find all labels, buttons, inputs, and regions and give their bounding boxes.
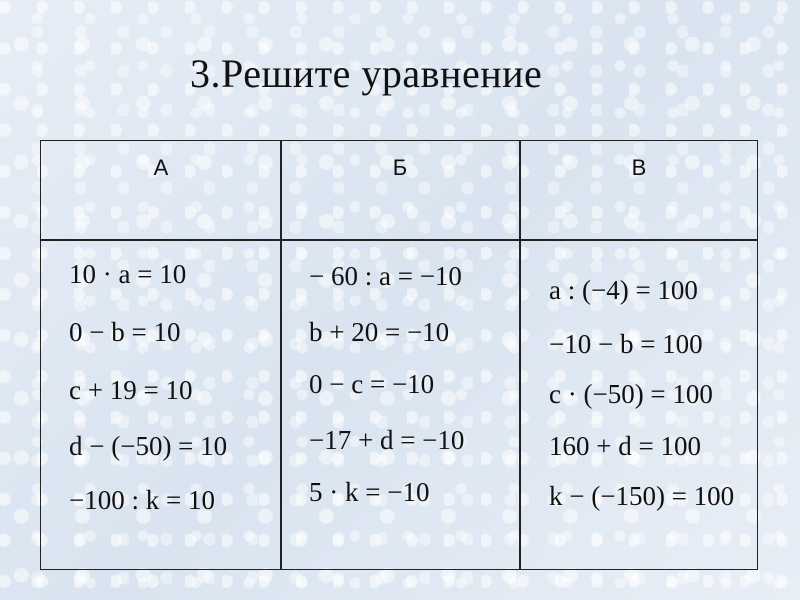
equation-b-4: −17 + d = −10 bbox=[309, 425, 465, 455]
equation-b-2: b + 20 = −10 bbox=[309, 317, 450, 347]
column-header-v: В bbox=[631, 155, 647, 180]
equation-b-1: − 60 : a = −10 bbox=[309, 261, 462, 291]
equation-b-3: 0 − c = −10 bbox=[309, 369, 435, 399]
equation-a-5: −100 : k = 10 bbox=[69, 485, 215, 515]
equation-a-2: 0 − b = 10 bbox=[69, 317, 181, 347]
equation-a-3: c + 19 = 10 bbox=[69, 375, 193, 405]
header-divider bbox=[41, 239, 757, 241]
equation-a-4: d − (−50) = 10 bbox=[69, 431, 228, 461]
equation-v-5: k − (−150) = 100 bbox=[549, 481, 735, 511]
equation-v-3: c · (−50) = 100 bbox=[549, 379, 713, 409]
equation-v-2: −10 − b = 100 bbox=[549, 329, 703, 359]
equation-v-4: 160 + d = 100 bbox=[549, 431, 701, 461]
column-header-b: Б bbox=[392, 155, 408, 180]
column-header-a: А bbox=[153, 155, 169, 180]
equation-v-1: a : (−4) = 100 bbox=[549, 275, 698, 305]
slide-title: 3.Решите уравнение bbox=[190, 51, 543, 96]
equations-table bbox=[40, 140, 758, 570]
equation-b-5: 5 · k = −10 bbox=[309, 477, 430, 507]
equation-a-1: 10 · a = 10 bbox=[69, 259, 187, 289]
column-divider bbox=[519, 141, 521, 569]
column-divider bbox=[280, 141, 282, 569]
